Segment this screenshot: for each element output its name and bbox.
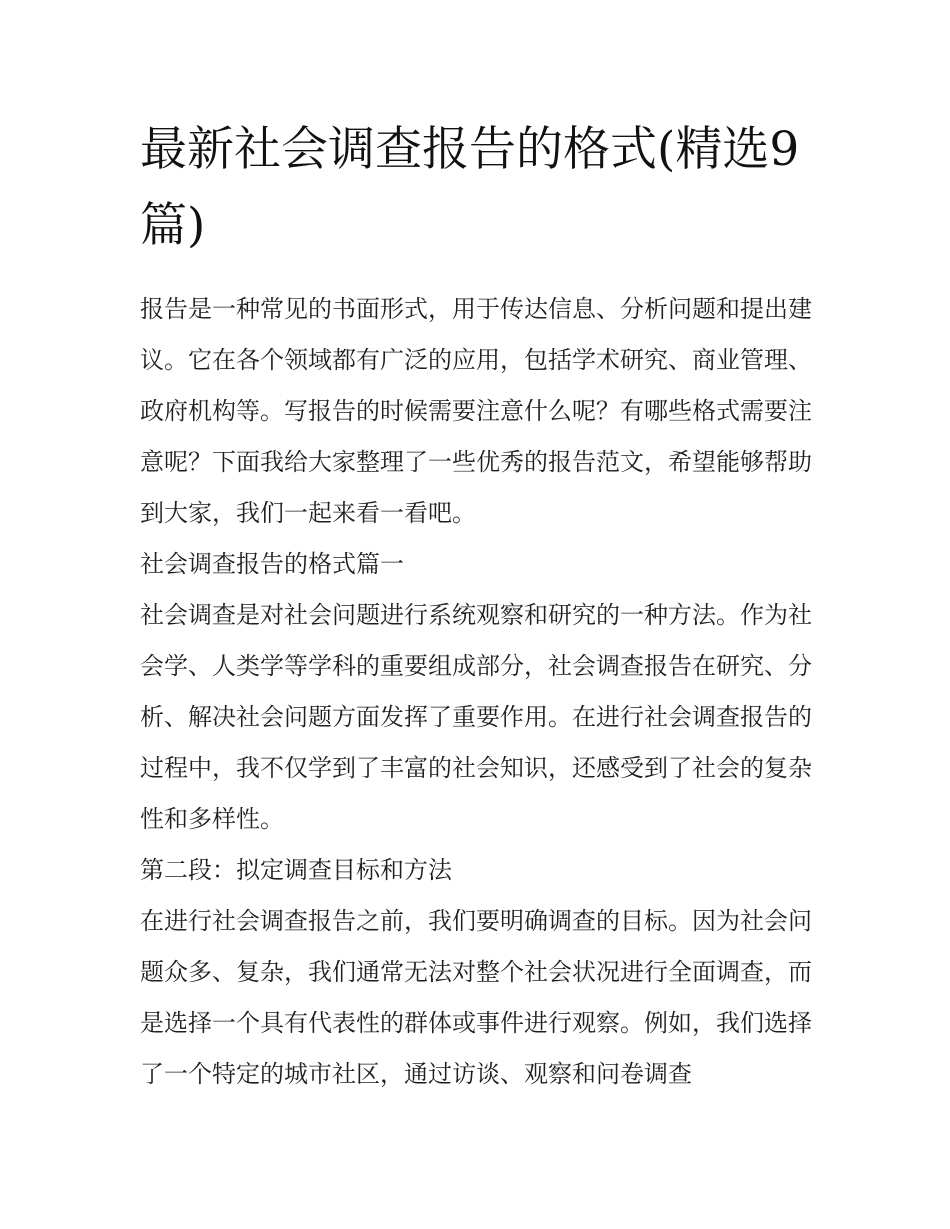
document-page bbox=[140, 112, 812, 1100]
body-paragraph: 社会调查是对社会问题进行系统观察和研究的一种方法。作为社会学、人类学等学科的重要组成部分，社会调查报告在研究、分析、解决社会问题方面发挥了重要作用。在进行社会调查报告的过程中，我不仅学到了丰富的社会知识，还感受到了社会的复杂性和多样性。 bbox=[140, 601, 812, 833]
subsection-heading: 第二段：拟定调查目标和方法 bbox=[140, 856, 452, 884]
document-title: 最新社会调查报告的格式(精选9篇) bbox=[140, 122, 800, 253]
section-heading: 社会调查报告的格式篇一 bbox=[140, 550, 404, 578]
document-body bbox=[140, 284, 812, 1100]
intro-paragraph: 报告是一种常见的书面形式，用于传达信息、分析问题和提出建议。它在各个领域都有广泛的应用，包括学术研究、商业管理、政府机构等。写报告的时候需要注意什么呢？有哪些格式需要注意呢？下面我给大家整理了一些优秀的报告范文，希望能够帮助到大家，我们一起来看一看吧。 bbox=[140, 295, 812, 527]
body-paragraph: 在进行社会调查报告之前，我们要明确调查的目标。因为社会问题众多、复杂，我们通常无法对整个社会状况进行全面调查，而是选择一个具有代表性的群体或事件进行观察。例如，我们选择了一个特定的城市社区，通过访谈、观察和问卷调查 bbox=[140, 907, 812, 1088]
